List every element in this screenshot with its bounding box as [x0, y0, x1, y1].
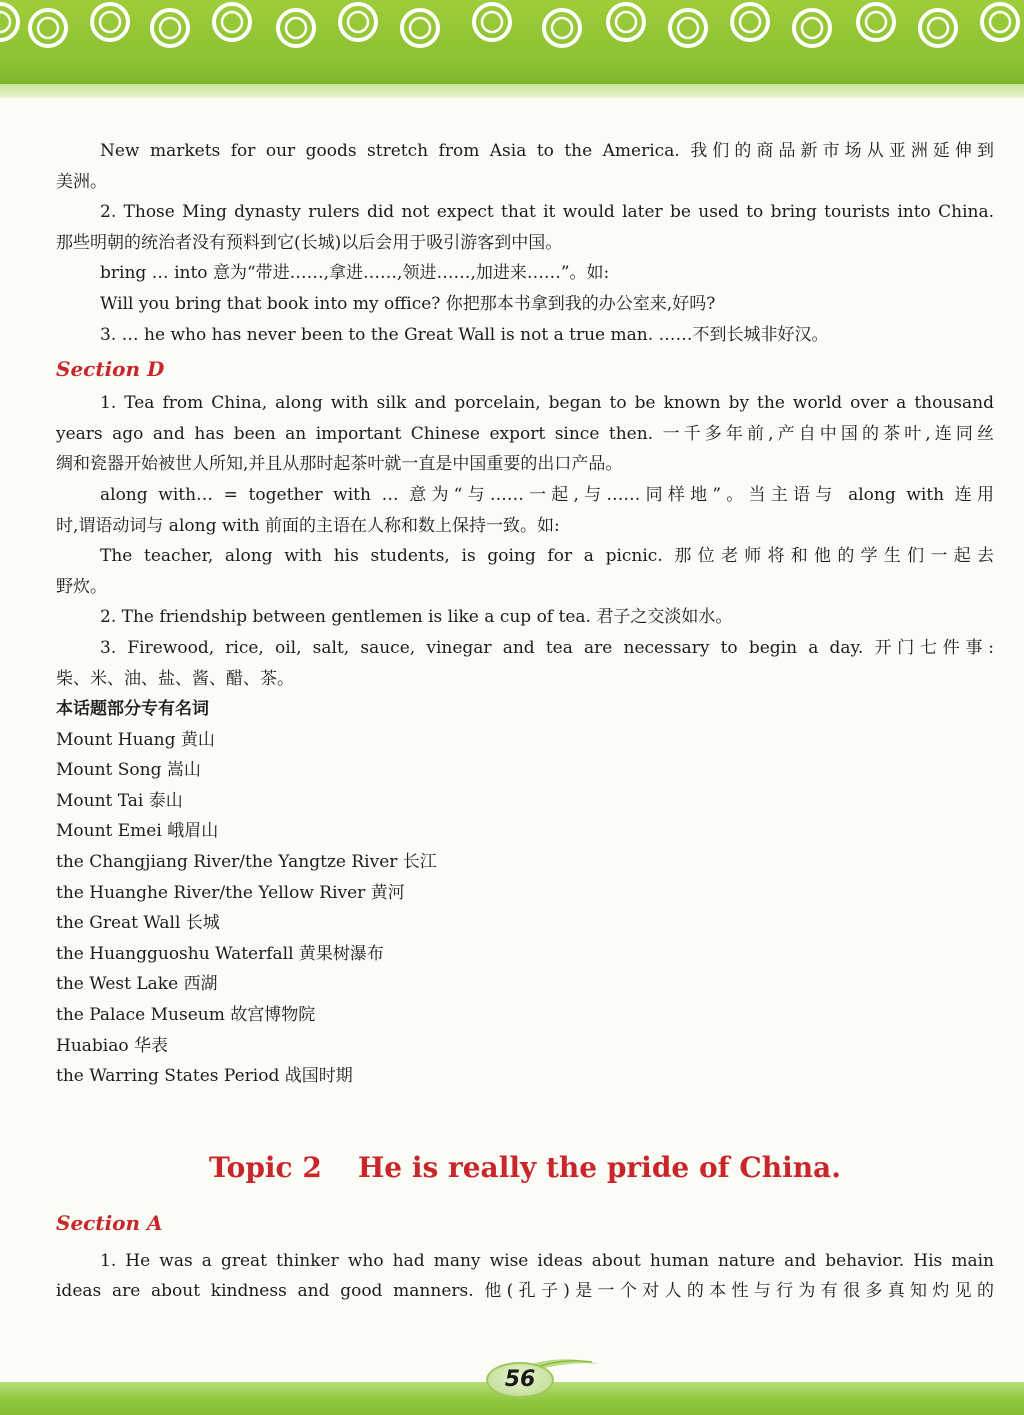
proper-noun-item: the Warring States Period 战国时期 [56, 1066, 353, 1087]
text-line: Will you bring that book into my office? 你把那本书拿到我的办公室来,好吗? [100, 293, 716, 314]
intro-paragraphs [56, 136, 994, 350]
proper-nouns-heading: 本话题部分专有名词 [56, 699, 209, 720]
proper-noun-item: Huabiao 华表 [56, 1035, 169, 1056]
ring-icon [866, 12, 886, 32]
text-line: 1. He was a great thinker who had many wise ideas about human nature and behavior. His main [100, 1250, 994, 1271]
section-d-paragraphs [56, 388, 994, 694]
text-line: ideas are about kindness and good manners. 他(孔子)是一个对人的本性与行为有很多真知灼见的 [56, 1281, 994, 1302]
ring-icon [340, 4, 376, 40]
ring-icon [482, 12, 502, 32]
ring-icon [794, 10, 830, 46]
text-line: 柴、米、油、盐、酱、醋、茶。 [56, 668, 294, 689]
ring-icon [92, 4, 128, 40]
proper-noun-item: the Huangguoshu Waterfall 黄果树瀑布 [56, 943, 384, 964]
ring-icon [160, 18, 180, 38]
ring-icon [982, 4, 1018, 40]
ring-icon [30, 10, 66, 46]
ring-icon [278, 10, 314, 46]
ring-icon [670, 10, 706, 46]
text-line: bring … into 意为“带进……,拿进……,领进……,加进来……”。如: [100, 263, 610, 284]
proper-nouns-list [56, 725, 994, 1092]
text-line: 野炊。 [56, 576, 107, 597]
proper-noun-item: Mount Huang 黄山 [56, 729, 215, 750]
ring-icon [732, 4, 768, 40]
ring-icon [858, 4, 894, 40]
ring-icon [678, 18, 698, 38]
ring-icon [348, 12, 368, 32]
text-line: 3. Firewood, rice, oil, salt, sauce, vinegar and tea are necessary to begin a day. 开门七件事: [100, 637, 994, 658]
text-line: New markets for our goods stretch from Asia to the America. 我们的商品新市场从亚洲延伸到 [100, 141, 994, 161]
topic-heading: He is really the pride of China. [357, 1150, 841, 1184]
text-line: 3. … he who has never been to the Great Wall is not a true man. ……不到长城非好汉。 [100, 324, 829, 345]
proper-noun-item: the Huanghe River/the Yellow River 黄河 [56, 882, 405, 903]
ring-icon [928, 18, 948, 38]
proper-noun-item: Mount Song 嵩山 [56, 760, 201, 781]
section-a-paragraphs [56, 1246, 994, 1307]
text-line: The teacher, along with his students, is going for a picnic. 那位老师将和他的学生们一起去 [100, 546, 994, 567]
text-line: along with… = together with … 意为“与……一起,与……同样地”。当主语与 along with 连用 [100, 484, 994, 505]
ring-icon [544, 10, 580, 46]
proper-noun-item: Mount Tai 泰山 [56, 790, 183, 811]
text-line: 1. Tea from China, along with silk and porcelain, began to be known by the world over a thousand [100, 393, 994, 414]
ring-icon [608, 4, 644, 40]
ring-icon [214, 4, 250, 40]
text-line: 2. Those Ming dynasty rulers did not expect that it would later be used to bring tourists into China. [100, 202, 994, 223]
ring-icon [802, 18, 822, 38]
proper-noun-item: the West Lake 西湖 [56, 974, 218, 995]
text-line: 绸和瓷器开始被世人所知,并且从那时起茶叶就一直是中国重要的出口产品。 [56, 454, 623, 475]
ring-icon [286, 18, 306, 38]
proper-noun-item: Mount Emei 峨眉山 [56, 821, 219, 842]
text-line: 2. The friendship between gentlemen is like a cup of tea. 君子之交淡如水。 [100, 607, 733, 628]
page-number: 56 [486, 1362, 554, 1398]
ring-icon [38, 18, 58, 38]
section-a-heading: Section A [56, 1210, 163, 1235]
proper-noun-item: the Changjiang River/the Yangtze River 长江 [56, 852, 437, 873]
ring-icon [100, 12, 120, 32]
ring-icon [990, 12, 1010, 32]
page-number-badge [480, 1354, 600, 1402]
page-content [56, 136, 994, 1307]
text-line: 美洲。 [56, 171, 107, 192]
ring-icon [616, 12, 636, 32]
ring-icon [410, 18, 430, 38]
ring-icon [152, 10, 188, 46]
text-line: years ago and has been an important Chinese export since then. 一千多年前,产自中国的茶叶,连同丝 [56, 423, 994, 444]
ring-icon [0, 12, 10, 32]
ring-icon [222, 12, 242, 32]
ring-icon [920, 10, 956, 46]
ring-icon [552, 18, 572, 38]
ring-pattern-icon [0, 0, 1024, 84]
text-line: 时,谓语动词与 along with 前面的主语在人称和数上保持一致。如: [56, 515, 560, 536]
ring-icon [402, 10, 438, 46]
ring-icon [474, 4, 510, 40]
topic-number: Topic 2 [209, 1150, 322, 1184]
top-decorative-band [0, 0, 1024, 84]
top-light-strip [0, 84, 1024, 98]
text-line: 那些明朝的统治者没有预料到它(长城)以后会用于吸引游客到中国。 [56, 232, 563, 253]
section-d-heading: Section D [56, 357, 165, 382]
topic-title [56, 1138, 994, 1198]
ring-icon [740, 12, 760, 32]
proper-noun-item: the Great Wall 长城 [56, 913, 220, 934]
proper-noun-item: the Palace Museum 故宫博物院 [56, 1005, 316, 1026]
